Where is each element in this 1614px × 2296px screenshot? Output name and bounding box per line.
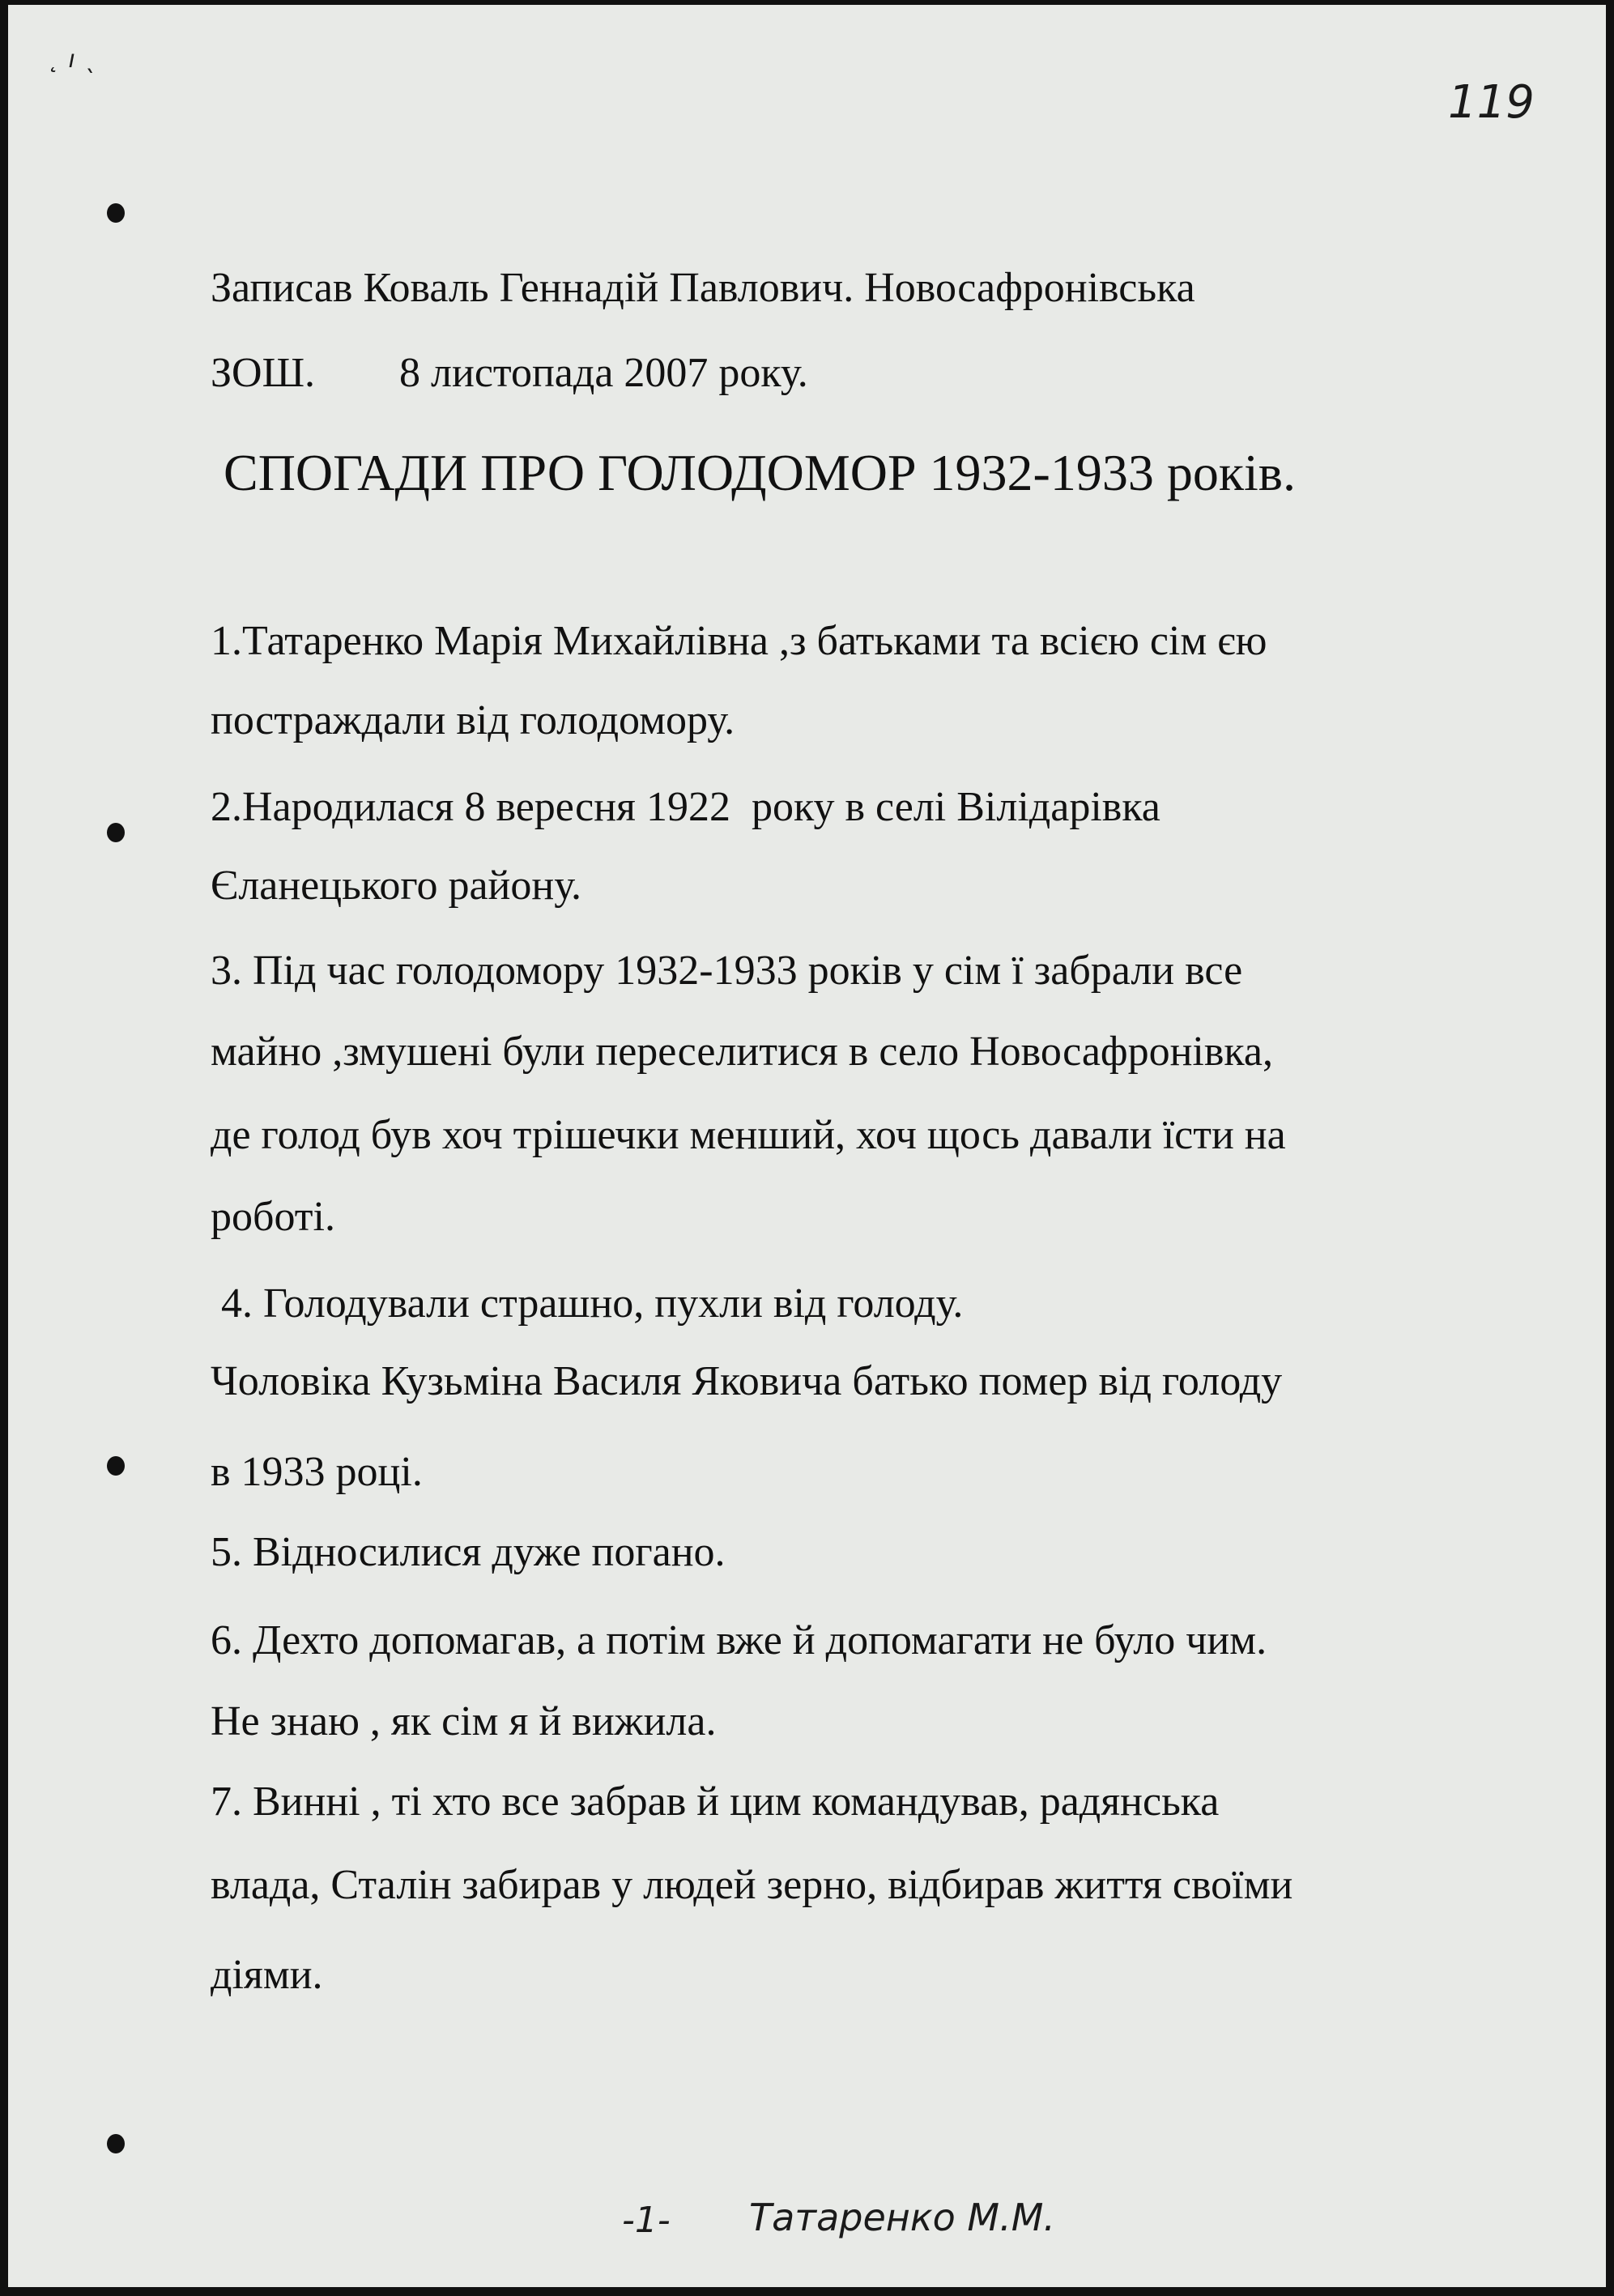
body-line: де голод був хоч трішечки менший, хоч щось давали їсти на xyxy=(211,1112,1286,1158)
body-line: Чоловіка Кузьміна Василя Яковича батько помер від голоду xyxy=(211,1358,1283,1404)
body-line: 3. Під час голодомору 1932-1933 років у сім ї забрали все xyxy=(211,948,1243,994)
body-line: майно ,змушені були переселитися в село Новосафронівка, xyxy=(211,1029,1273,1075)
body-line: 1.Татаренко Марія Михайлівна ,з батьками та всією сім єю xyxy=(211,618,1267,664)
body-line: влада, Сталін забирав у людей зерно, відбирав життя своїми xyxy=(211,1862,1293,1908)
handwritten-signature: Татаренко М.М. xyxy=(749,2196,1056,2239)
punch-hole xyxy=(107,1456,125,1476)
body-line: в 1933 році. xyxy=(211,1449,423,1495)
document-page xyxy=(8,5,1606,2287)
body-line: Не знаю , як сім я й вижила. xyxy=(211,1698,717,1744)
punch-hole xyxy=(107,823,125,842)
body-line: постраждали від голодомору. xyxy=(211,697,735,743)
body-line: 6. Дехто допомагав, а потім вже й допомагати не було чим. xyxy=(211,1617,1267,1663)
body-line: роботі. xyxy=(211,1194,335,1240)
body-line: 2.Народилася 8 вересня 1922 року в селі Вілідарівка xyxy=(211,784,1160,830)
punch-hole xyxy=(107,203,125,223)
handwritten-page-number: 119 xyxy=(1448,76,1535,129)
header-line: Записав Коваль Геннадій Павлович. Новосафронівська xyxy=(211,265,1195,311)
body-line: 4. Голодували страшно, пухли від голоду. xyxy=(211,1280,964,1327)
document-title: СПОГАДИ ПРО ГОЛОДОМОР 1932-1933 років. xyxy=(224,444,1296,501)
header-line: ЗОШ. 8 листопада 2007 року. xyxy=(211,350,808,396)
body-line: 7. Винні , ті хто все забрав й цим командував, радянська xyxy=(211,1778,1220,1825)
corner-marks: ˛ ı ˎ xyxy=(49,45,96,74)
punch-hole xyxy=(107,2134,125,2153)
body-line: 5. Відносилися дуже погано. xyxy=(211,1529,726,1575)
body-line: Єланецького району. xyxy=(211,863,581,909)
body-line: діями. xyxy=(211,1952,323,1998)
page-marker: -1- xyxy=(622,2200,671,2241)
